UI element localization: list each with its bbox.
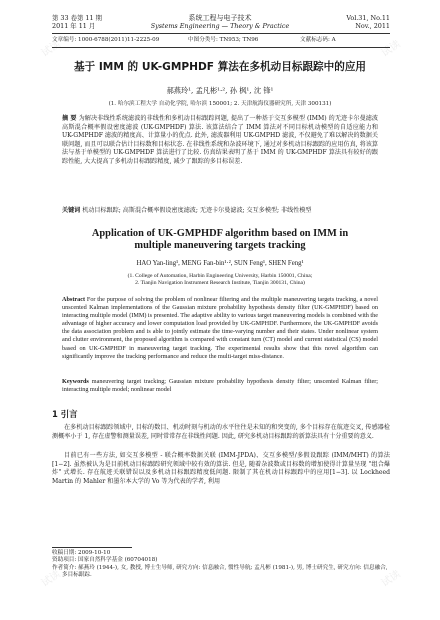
watermark: 试读 [379, 568, 403, 590]
keywords-label-en: Keywords [62, 378, 89, 385]
affiliation-en [40, 273, 400, 288]
footnote [52, 550, 390, 580]
header-vol-number: Vol.31, No.11 [346, 14, 390, 22]
watermark: 试读 [379, 38, 403, 60]
header-date-en: Nov., 2011 [355, 22, 390, 30]
meta-rule [52, 47, 390, 48]
article-number: 文章编号: 1000-6788(2011)11-2225-09 [52, 37, 160, 43]
watermark: 试读 [39, 568, 63, 590]
footnote-rule [52, 547, 132, 548]
fund-project: 资助项目: 国家自然科学基金 (60704018) [52, 557, 158, 564]
intro-paragraph-2: 目前已有一些方法, 如交互多模型 - 联合概率数据关联 (IMM-JPDA)、交互多模型/多假设跟踪 (IMM/MHT) 的算法[1−2]. 虽然被认为是目前机动目标跟踪研究领域中较有效的算法. 但是, 随着杂波数或目标数的增加使得计算量呈现 "组合爆炸" 式增长. 存在航迹关联错误以及多机动目标跟踪精度低问题. 限制了其在机动目标跟踪中的应用[1−3]. 以 Lockheed Martin 的 Mahler 和墨尔本大学的 Vo 等为代表的学者, 利用 [52, 452, 390, 485]
affiliation-en-2: 2. Tianjin Navigation Instrument Research Institute, Tianjin 300131, China) [135, 280, 305, 287]
abstract-en [62, 296, 378, 361]
keywords-text-en: maneuvering target tracking; Gaussian mixture probability hypothesis density filter; unscented Kalman filter; interacting multiple model; nonlinear model [62, 378, 378, 394]
keywords-zh [62, 207, 378, 216]
abstract-text-en: For the purpose of solving the problem of nonlinear filtering and the multiple maneuvering targets tracking, a novel unscented Kalman implementations of the Gaussian mixture probability hypothesis density filter (UK-GMPHDF) based on interacting multiple model (IMM) is presented. The adaptive ability to various target maneuvering models is combined with the advantage of higher accuracy and lower computation load provided by UK-GMPHDF. Furthermore, the UK-GMPHDF avoids the data association problem and is able to jointly estimate the time-varying number and their states. Under nonlinear system and clutter environment, the proposed algorithm is compared with constant turn (CT) model and current statistical (CS) model based on UK-GMPHDF in maneuvering target tracking. The experimental results show that this novel algorithm can significantly improve the tracking performance and reduce the multi-target miss-distance. [62, 296, 378, 360]
keywords-en [62, 378, 378, 394]
clc-number: 中图分类号: TN953; TN96 [188, 37, 259, 43]
header-rule [52, 33, 390, 34]
header-vol-en [346, 14, 390, 30]
title-en-line1: Application of UK-GMPHDF algorithm based on IMM in [91, 228, 349, 239]
affiliation-en-1: (1. College of Automation, Harbin Engineering University, Harbin 150001, China; [127, 273, 313, 279]
keywords-text-zh: 机动目标跟踪; 高斯混合概率假设密度滤波; 无迹卡尔曼滤波; 交互多模型; 非线性模型 [82, 207, 312, 214]
abstract-text-zh: 为解决非线性系统滤波的非线性和多机动目标跟踪问题, 提出了一种基于交互多模型 (IMM) 的无迹卡尔曼滤波高斯混合概率假设密度滤波 (UK-GMPHDF) 算法. 该算法结合了 IMM 算法对不同目标机动模型的自适应能力和 UK-GMPHDF 滤波的精度高、计算量小的优点. 此外, 滤波器利用 UK-GMPHD 滤波, 不仅避免了难以解决的数据关联问题, 而且可以联合估计目标数和目标状态. 在非线性系统和杂波环境下, 通过对多机动目标跟踪的应用仿真, 将该算法与基于单模型的 UK-GMPHDF 算法进行了比较. 仿真结果表明了基于 IMM 的 UK-GMPHDF 算法具有较好的跟踪性能, 大大提高了多机动目标跟踪精度, 减少了跟踪的多目标误差. [62, 115, 379, 165]
paper-title-en [40, 228, 400, 253]
section-heading-intro: 1 引言 [52, 409, 78, 419]
intro-paragraph-1: 在多机动目标跟踪领域中, 目标的数目、机动时刻与机动的水平往往是未知的和突变的, 多个目标存在航迹交叉, 传感器检测概率小于 1, 存在虚警和测量误差, 同时常常存在非线性问题. 因此, 研究多机动目标跟踪的新算法具有十分重要的意义. [52, 424, 390, 440]
paper-title-zh: 基于 IMM 的 UK-GMPHDF 算法在多机动目标跟踪中的应用 [73, 61, 367, 73]
authors-en: HAO Yan-ling¹, MENG Fan-bin¹·², SUN Feng¹, SHEN Feng¹ [136, 260, 304, 267]
abstract-label-en: Abstract [62, 296, 86, 303]
header-volume [52, 14, 102, 30]
header-issue: 第 33 卷第 11 期 [52, 14, 102, 22]
authors-zh: 郝燕玲¹, 孟凡彬¹·², 孙 枫¹, 沈 锋¹ [166, 86, 274, 95]
document-code: 文献标志码: A [300, 37, 336, 43]
header-date: 2011 年 11 月 [52, 22, 96, 30]
abstract-label-zh: 摘 要 [62, 115, 77, 122]
header-journal [140, 14, 300, 30]
affiliation-zh: (1. 哈尔滨工程大学 自动化学院, 哈尔滨 150001; 2. 天津航海仪器研究所, 天津 300131) [108, 101, 332, 107]
received-date: 收稿日期: 2009-10-10 [52, 550, 111, 556]
journal-name-en: Systems Engineering — Theory & Practice [150, 22, 290, 30]
keywords-label-zh: 关键词 [62, 207, 81, 214]
abstract-zh [62, 115, 378, 167]
watermark: 试读 [39, 38, 63, 60]
title-en-line2: multiple maneuvering targets tracking [134, 240, 306, 252]
journal-name-zh: 系统工程与电子技术 [188, 14, 252, 22]
author-bio: 作者简介: 郝燕玲 (1944-), 女, 教授, 博士生导师, 研究方向: 信息融合, 惯性导航; 孟凡彬 (1981-), 男, 博士研究生, 研究方向: 信息融合, 多目标跟踪. [52, 564, 388, 579]
